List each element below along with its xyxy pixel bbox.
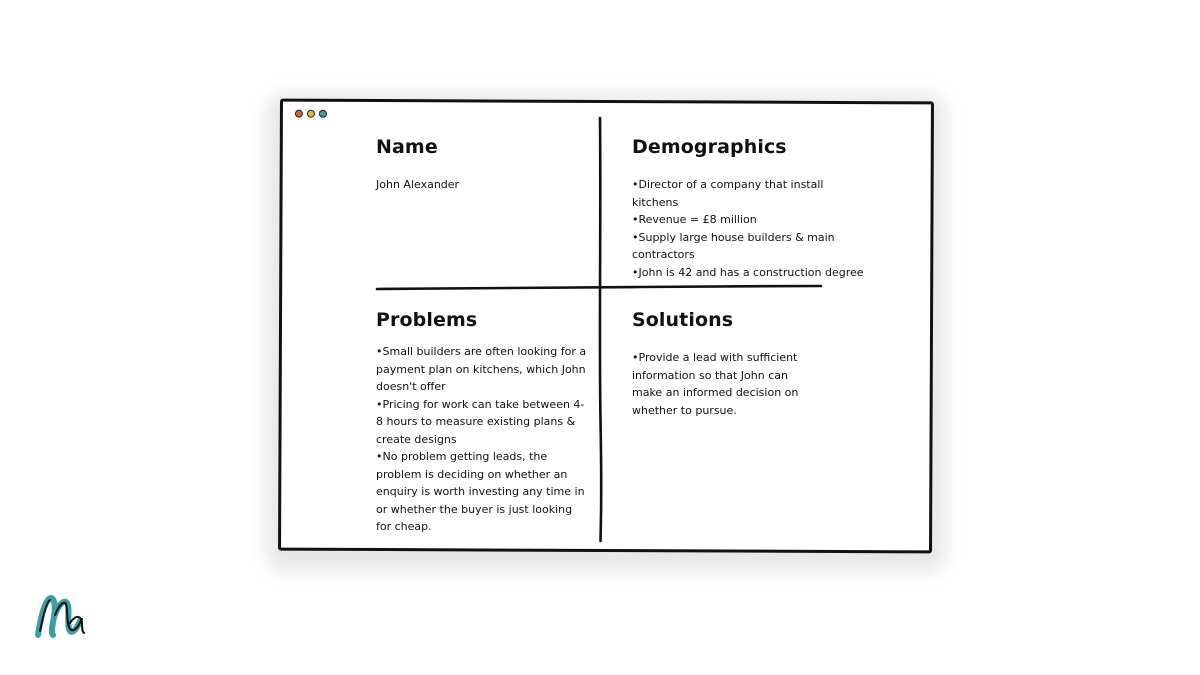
name-value: John Alexander [376, 178, 460, 191]
demographics-title: Demographics [632, 136, 787, 158]
close-dot-icon[interactable] [295, 110, 303, 118]
scribble-m-logo-icon [34, 591, 90, 641]
solutions-title: Solutions [632, 309, 734, 331]
list-item: • Director of a company that install kitchens [632, 176, 872, 211]
problems-title: Problems [376, 309, 478, 331]
minimize-dot-icon[interactable] [307, 110, 315, 118]
name-title: Name [376, 136, 438, 158]
list-item: • No problem getting leads, the problem is deciding on whether an enquiry is worth investing any time in or whether the buyer is just looking for cheap. [376, 448, 590, 536]
demographics-quadrant [632, 136, 872, 281]
list-item: • John is 42 and has a construction degree [632, 264, 872, 282]
problems-list [376, 343, 590, 536]
demographics-list [632, 176, 872, 281]
list-item: • Revenue = £8 million [632, 211, 872, 229]
name-quadrant [376, 136, 586, 194]
list-item: • Provide a lead with sufficient information so that John can make an informed decision on whether to pursue. [632, 349, 804, 419]
maximize-dot-icon[interactable] [319, 110, 327, 118]
list-item: • Small builders are often looking for a payment plan on kitchens, which John doesn't offer [376, 343, 590, 396]
problems-quadrant [376, 309, 590, 536]
list-item: • Pricing for work can take between 4-8 hours to measure existing plans & create designs [376, 396, 590, 449]
window-controls [295, 110, 327, 118]
solutions-quadrant [632, 309, 804, 419]
solutions-list [632, 349, 804, 419]
list-item: • Supply large house builders & main contractors [632, 229, 872, 264]
